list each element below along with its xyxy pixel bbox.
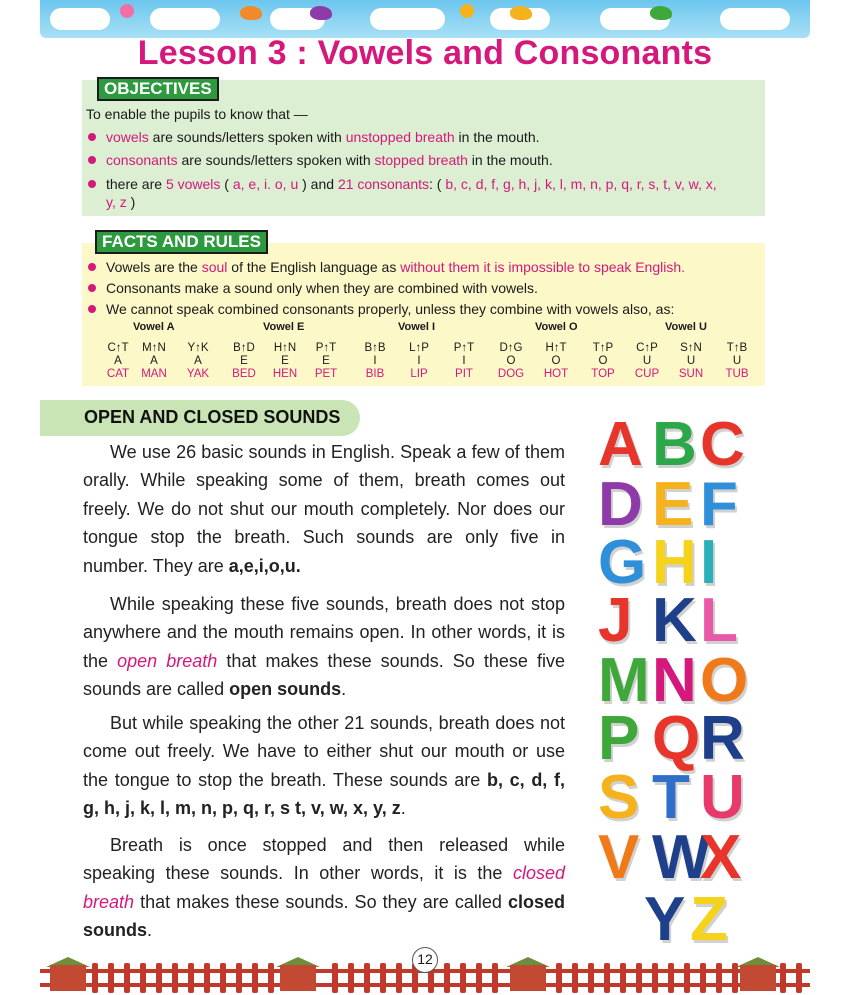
paragraph: [83, 438, 565, 580]
example-word: BIB: [365, 368, 385, 380]
fence-post: [460, 963, 466, 993]
bullet-icon: [88, 133, 96, 141]
word-column: [444, 342, 484, 381]
alphabet-letter: E: [652, 470, 694, 539]
fence-post: [604, 963, 610, 993]
vowel-header: Vowel A: [133, 321, 175, 333]
fence-post: [332, 963, 338, 993]
word-pattern: L↑P: [409, 342, 429, 354]
fence-post: [620, 963, 626, 993]
highlight-text: without them it is impossible to speak English.: [400, 259, 686, 275]
paragraph-text: .: [400, 798, 406, 819]
hut-icon: [740, 965, 776, 991]
missing-vowel: U: [686, 355, 696, 367]
fence-post: [588, 963, 594, 993]
alphabet-letter: Y: [644, 885, 686, 954]
fence-post: [780, 963, 786, 993]
paragraph-text: But while speaking the other 21 sounds, breath does not come out freely. We have to either shut our mouth or use the tongue to stop the breath. These sounds are: [83, 713, 565, 790]
missing-vowel: A: [114, 355, 122, 367]
word-pattern: H↑T: [545, 342, 567, 354]
bold-text: a,e,i,o,u.: [228, 555, 301, 576]
example-word: BED: [232, 368, 256, 380]
alphabet-letter: K: [652, 586, 697, 655]
paragraph-text: .: [341, 679, 347, 700]
vowel-header: Vowel O: [535, 321, 578, 333]
paragraph-text: .: [147, 920, 153, 941]
fence-post: [172, 963, 178, 993]
example-word: HEN: [272, 368, 298, 380]
fence-post: [348, 963, 354, 993]
bold-text: open sounds: [229, 679, 342, 700]
word-pattern: T↑B: [726, 342, 748, 354]
word-column: [178, 342, 218, 381]
bird-icon: [310, 6, 332, 20]
word-column: [717, 342, 757, 381]
example-word: TOP: [591, 368, 615, 380]
objective-text: in the mouth.: [467, 152, 553, 168]
fence-post: [684, 963, 690, 993]
bullet-icon: [88, 305, 96, 313]
paragraph-text: While speaking these five sounds, breath does not stop anywhere and the mouth remains open. In other words, it is the: [83, 594, 565, 671]
fence-post: [380, 963, 386, 993]
word-pattern: C↑P: [636, 342, 658, 354]
top-sky-banner: [40, 0, 810, 38]
hut-icon: [280, 965, 316, 991]
objective-item: [86, 151, 756, 169]
word-column: [671, 342, 711, 381]
word-column: [536, 342, 576, 381]
fence-post: [124, 963, 130, 993]
cloud-decoration: [50, 8, 110, 30]
word-column: [98, 342, 138, 381]
alphabet-letter: V: [598, 823, 640, 892]
missing-vowel: I: [462, 355, 466, 367]
alphabet-letter: O: [700, 646, 749, 715]
facts-label: FACTS AND RULES: [95, 230, 268, 254]
bullet-icon: [88, 180, 96, 188]
fence-post: [716, 963, 722, 993]
alphabet-letter: F: [700, 470, 738, 539]
fence-post: [700, 963, 706, 993]
paragraph: [83, 709, 565, 823]
word-pattern: D↑G: [499, 342, 523, 354]
word-column: [134, 342, 174, 381]
fence-post: [252, 963, 258, 993]
fence-post: [268, 963, 274, 993]
objective-text: are sounds/letters spoken with: [148, 129, 346, 145]
example-word: MAN: [141, 368, 167, 380]
objectives-label: OBJECTIVES: [97, 77, 219, 101]
missing-vowel: O: [506, 355, 516, 367]
word-pattern: B↑B: [364, 342, 386, 354]
fence-post: [396, 963, 402, 993]
fence-post: [444, 963, 450, 993]
word-column: [224, 342, 264, 381]
missing-vowel: A: [150, 355, 158, 367]
objective-item: [86, 128, 756, 146]
alphabet-letter: S: [598, 763, 640, 832]
missing-vowel: U: [732, 355, 742, 367]
word-pattern: P↑T: [315, 342, 337, 354]
hut-icon: [510, 965, 546, 991]
example-word: YAK: [186, 368, 210, 380]
alphabet-letter: T: [652, 763, 690, 832]
alphabet-letter: J: [598, 586, 633, 655]
example-word: DOG: [497, 368, 525, 380]
paragraph-text: that makes these sounds. So these five sounds are called: [83, 650, 565, 700]
missing-vowel: I: [373, 355, 377, 367]
example-word: PIT: [455, 368, 473, 380]
term-consonants: consonants: [106, 152, 178, 168]
objective-wrapline: [86, 193, 756, 211]
fence-post: [732, 963, 738, 993]
missing-vowel: E: [281, 355, 289, 367]
example-word: HOT: [543, 368, 569, 380]
fence-post: [796, 963, 802, 993]
word-pattern: P↑T: [453, 342, 475, 354]
alphabet-letter: L: [700, 586, 738, 655]
objective-text: ) and: [298, 176, 338, 192]
cloud-decoration: [150, 8, 220, 30]
consonant-list-end: y, z: [106, 194, 127, 210]
alphabet-letter: X: [700, 823, 742, 892]
lesson-title: Lesson 3 : Vowels and Consonants: [137, 34, 713, 72]
missing-vowel: A: [194, 355, 202, 367]
highlight-text: unstopped breath: [345, 129, 455, 145]
objectives-intro: To enable the pupils to know that —: [86, 106, 308, 122]
word-column: [627, 342, 667, 381]
cloud-decoration: [720, 8, 790, 30]
highlight-text: 21 consonants: [337, 176, 430, 192]
fence-post: [188, 963, 194, 993]
example-word: TUB: [725, 368, 749, 380]
alphabet-letter: A: [598, 410, 643, 479]
fence-post: [668, 963, 674, 993]
bird-icon: [650, 6, 672, 20]
butterfly-icon: [510, 6, 532, 20]
fence-post: [556, 963, 562, 993]
example-word: SUN: [678, 368, 704, 380]
italic-term: open breath: [117, 650, 218, 671]
vowel-list: a, e, i. o, u: [232, 176, 299, 192]
fence-post: [108, 963, 114, 993]
fence-post: [364, 963, 370, 993]
objective-text: (: [220, 176, 233, 192]
vowel-header: Vowel I: [398, 321, 436, 333]
fence-post: [476, 963, 482, 993]
missing-vowel: E: [322, 355, 330, 367]
alphabet-letter: R: [700, 704, 745, 773]
fence-post: [204, 963, 210, 993]
rule-item: [86, 279, 756, 297]
fence-post: [492, 963, 498, 993]
alphabet-letter: U: [700, 763, 745, 832]
rule-item: [86, 258, 756, 276]
rule-text: We cannot speak combined consonants properly, unless they combine with vowels also, as:: [106, 301, 675, 317]
objective-text: : (: [429, 176, 446, 192]
alphabet-letter: G: [598, 528, 647, 597]
bullet-icon: [88, 263, 96, 271]
highlight-text: 5 vowels: [165, 176, 221, 192]
rule-text: Consonants make a sound only when they are combined with vowels.: [106, 280, 538, 296]
vowel-header: Vowel E: [263, 321, 305, 333]
word-pattern: M↑N: [142, 342, 166, 354]
example-word: CUP: [634, 368, 660, 380]
alphabet-letter: M: [598, 646, 650, 715]
flower-icon: [120, 4, 134, 18]
objective-text: there are: [106, 176, 166, 192]
paragraph: [83, 590, 565, 704]
missing-vowel: E: [240, 355, 248, 367]
fence-post: [572, 963, 578, 993]
rule-item: [86, 300, 756, 318]
fence-post: [156, 963, 162, 993]
fence-post: [236, 963, 242, 993]
word-pattern: B↑D: [233, 342, 255, 354]
paragraph: [83, 831, 565, 945]
word-column: [583, 342, 623, 381]
term-vowels: vowels: [106, 129, 149, 145]
rule-text: of the English language as: [227, 259, 401, 275]
highlight-text: soul: [201, 259, 228, 275]
cloud-decoration: [370, 8, 445, 30]
missing-vowel: O: [551, 355, 561, 367]
highlight-text: stopped breath: [374, 152, 468, 168]
paragraph-text: We use 26 basic sounds in English. Speak a few of them orally. While speaking some of them, breath comes out freely. We do not shut our mouth completely. Nor does our tongue stop the breath. Such sounds are only five in number. They are: [83, 442, 565, 576]
missing-vowel: U: [642, 355, 652, 367]
objective-text: are sounds/letters spoken with: [177, 152, 375, 168]
word-pattern: H↑N: [273, 342, 297, 354]
alphabet-letter: W: [652, 823, 711, 892]
missing-vowel: O: [598, 355, 608, 367]
alphabet-letter: I: [700, 528, 718, 597]
word-column: [399, 342, 439, 381]
alphabet-letter: D: [598, 470, 643, 539]
bullet-icon: [88, 156, 96, 164]
paragraph-text: that makes these sounds. So they are called: [134, 891, 508, 912]
word-column: [491, 342, 531, 381]
butterfly-icon: [240, 6, 262, 20]
alphabet-letter: Z: [690, 885, 728, 954]
paragraph-text: Breath is once stopped and then released while speaking these sounds. In other words, it is the: [83, 835, 565, 884]
page-number: 12: [412, 947, 438, 973]
objective-text: ): [126, 194, 136, 210]
alphabet-letter: B: [652, 410, 697, 479]
alphabet-letter: P: [598, 704, 640, 773]
word-pattern: C↑T: [107, 342, 129, 354]
bold-text: b, c, d, f, g, h, j, k, l, m, n, p, q, r, s t, v, w, x, y, z: [83, 769, 565, 819]
fence-post: [92, 963, 98, 993]
word-column: [306, 342, 346, 381]
fence-post: [140, 963, 146, 993]
bold-text: closed sounds: [83, 891, 565, 941]
alphabet-letter: N: [652, 646, 697, 715]
flower-icon: [460, 4, 474, 18]
rule-text: Vowels are the: [106, 259, 202, 275]
alphabet-letter: C: [700, 410, 745, 479]
vowel-header: Vowel U: [665, 321, 707, 333]
fence-post: [220, 963, 226, 993]
hut-icon: [50, 965, 86, 991]
objective-item: [86, 175, 756, 211]
word-pattern: T↑P: [592, 342, 614, 354]
italic-term: closed breath: [83, 863, 565, 912]
example-word: CAT: [106, 368, 130, 380]
word-column: [355, 342, 395, 381]
word-column: [265, 342, 305, 381]
consonant-list: b, c, d, f, g, h, j, k, l, m, n, p, q, r, s, t, v, w, x,: [445, 176, 717, 192]
section-heading: OPEN AND CLOSED SOUNDS: [84, 407, 341, 427]
example-word: LIP: [410, 368, 428, 380]
fence-post: [636, 963, 642, 993]
bullet-icon: [88, 284, 96, 292]
alphabet-letter: H: [652, 528, 697, 597]
example-word: PET: [314, 368, 338, 380]
fence-post: [652, 963, 658, 993]
word-pattern: Y↑K: [187, 342, 209, 354]
word-pattern: S↑N: [680, 342, 702, 354]
alphabet-letter: Q: [652, 704, 701, 773]
missing-vowel: I: [417, 355, 421, 367]
objective-text: in the mouth.: [454, 129, 540, 145]
